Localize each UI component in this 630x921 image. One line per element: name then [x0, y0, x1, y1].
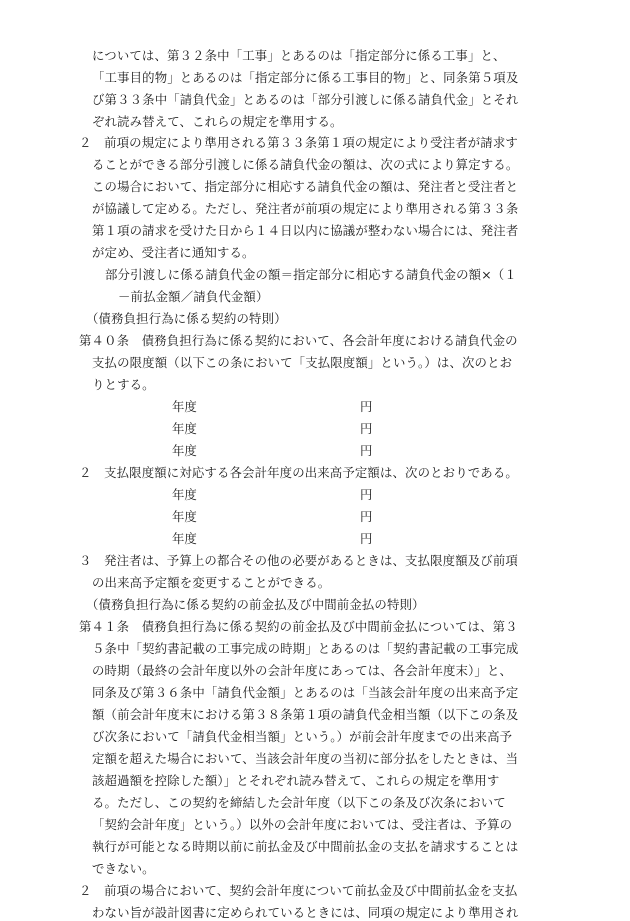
text-line: る。ただし、この契約を締結した会計年度（以下この条及び次条において	[92, 795, 506, 810]
yen-label: 円	[360, 421, 373, 436]
fiscal-year-label: 年度	[172, 509, 197, 524]
text-line: ぞれ読み替えて、これらの規定を準用する。	[92, 114, 343, 129]
article-41-line: 第４１条 債務負担行為に係る契約の前金払及び中間前金払については、第３	[79, 619, 518, 634]
fiscal-year-label: 年度	[172, 443, 197, 458]
text-line: 「工事目的物」とあるのは「指定部分に係る工事目的物」と、同条第５項及	[92, 70, 519, 85]
fiscal-year-label: 年度	[172, 399, 197, 414]
text-line: が定め、受注者に通知する。	[92, 245, 255, 260]
yen-label: 円	[360, 399, 373, 414]
article-40-paragraph-3: ３ 発注者は、予算上の都合その他の必要があるときは、支払限度額及び前項	[79, 553, 518, 568]
text-line: わない旨が設計図書に定められているときには、同項の規定により準用され	[92, 905, 519, 920]
yen-label: 円	[360, 531, 373, 546]
yen-label: 円	[360, 487, 373, 502]
text-line: 定額を超えた場合において、当該会計年度の当初に部分払をしたときは、当	[92, 751, 519, 766]
article-41-paragraph-2: ２ 前項の場合において、契約会計年度について前払金及び中間前払金を支払	[79, 883, 518, 898]
text-line: ５条中「契約書記載の工事完成の時期」とあるのは「契約書記載の工事完成	[92, 641, 519, 656]
text-line: 該超過額を控除した額）」とそれぞれ読み替えて、これらの規定を準用す	[92, 773, 500, 788]
fiscal-year-label: 年度	[172, 487, 197, 502]
yen-label: 円	[360, 443, 373, 458]
text-line: び第３３条中「請負代金」とあるのは「部分引渡しに係る請負代金」とそれ	[92, 92, 519, 107]
fiscal-year-label: 年度	[172, 421, 197, 436]
text-line: については、第３２条中「工事」とあるのは「指定部分に係る工事」と、	[92, 48, 506, 63]
formula-line: －前払金額／請負代金額）	[118, 289, 269, 304]
text-line: この場合において、指定部分に相応する請負代金の額は、発注者と受注者と	[92, 179, 519, 194]
text-line: 支払の限度額（以下この条において「支払限度額」という。）は、次のとお	[92, 355, 513, 370]
text-line: りとする。	[92, 377, 155, 392]
article-heading: （債務負担行為に係る契約の前金払及び中間前金払の特則）	[86, 597, 425, 612]
text-line: び次条において「請負代金相当額」という。）が前会計年度までの出来高予	[92, 729, 513, 744]
text-line: 額（前会計年度末における第３８条第１項の請負代金相当額（以下この条及	[92, 707, 519, 722]
text-line: が協議して定める。ただし、発注者が前項の規定により準用される第３３条	[92, 201, 519, 216]
paragraph-2-line: ２ 前項の規定により準用される第３３条第１項の規定により受注者が請求す	[79, 135, 518, 150]
text-line: できない。	[92, 861, 155, 876]
text-line: 第１項の請求を受けた日から１４日以内に協議が整わない場合には、発注者	[92, 223, 519, 238]
text-line: 同条及び第３６条中「請負代金額」とあるのは「当該会計年度の出来高予定	[92, 685, 519, 700]
article-40-line: 第４０条 債務負担行為に係る契約において、各会計年度における請負代金の	[79, 333, 518, 348]
fiscal-year-label: 年度	[172, 531, 197, 546]
formula-line: 部分引渡しに係る請負代金の額＝指定部分に相応する請負代金の額×（１	[105, 267, 517, 282]
text-line: の出来高予定額を変更することができる。	[92, 575, 331, 590]
text-line: 執行が可能となる時期以前に前払金及び中間前払金の支払を請求することは	[92, 839, 519, 854]
article-40-paragraph-2: ２ 支払限度額に対応する各会計年度の出来高予定額は、次のとおりである。	[79, 465, 518, 480]
text-line: ることができる部分引渡しに係る請負代金の額は、次の式により算定する。	[92, 157, 519, 172]
article-heading: （債務負担行為に係る契約の特則）	[86, 311, 287, 326]
text-line: の時期（最終の会計年度以外の会計年度にあっては、各会計年度末）」と、	[92, 663, 513, 678]
yen-label: 円	[360, 509, 373, 524]
text-line: 「契約会計年度」という。）以外の会計年度においては、受注者は、予算の	[92, 817, 513, 832]
